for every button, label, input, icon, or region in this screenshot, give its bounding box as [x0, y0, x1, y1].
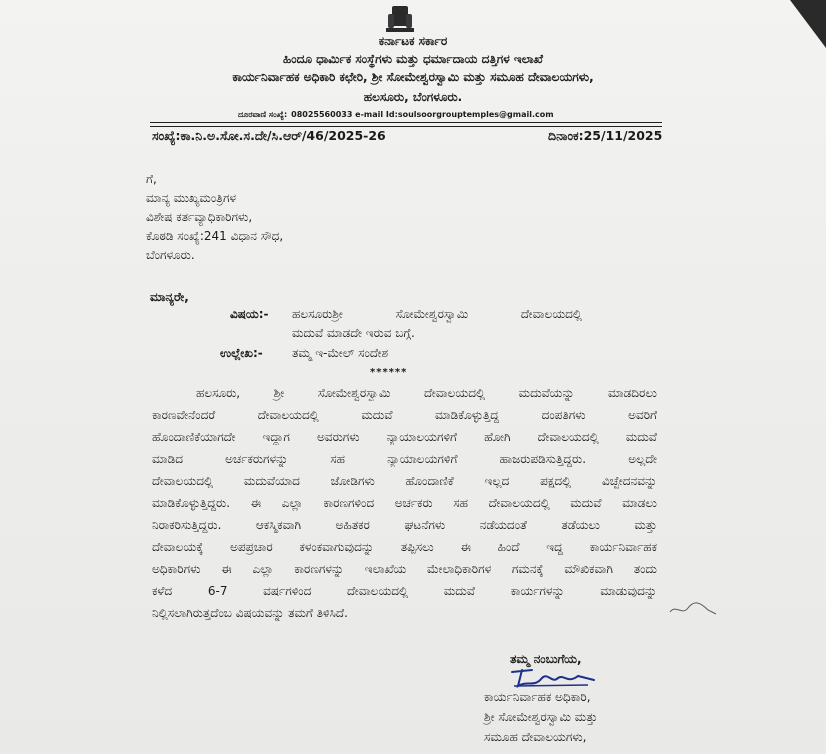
body-line: ಮಾಡಿದ ಅರ್ಚಕರುಗಳನ್ನು ಸಹ ನ್ಯಾಯಾಲಯಗಳಿಗೆ ಹಾಜರುಪಡಿಸುತ್ತಿದ್ದರು. ಅಲ್ಲದೇ — [152, 452, 657, 466]
body-line: ಮಾಡಿಕೊಳ್ಳುತ್ತಿದ್ದರು. ಈ ಎಲ್ಲಾ ಕಾರಣಗಳಿಂದ ಅರ್ಚಕರು ಸಹ ದೇವಾಲಯದಲ್ಲಿ ಮದುವೆ ಮಾಡಲು — [152, 496, 657, 510]
addressee-line: ಗೆ, — [146, 172, 157, 186]
closing: ತಮ್ಮ ನಂಬುಗೆಯ, — [510, 652, 582, 666]
state-emblem-icon — [380, 4, 420, 34]
subject-line-1: ಹಲಸೂರುಶ್ರೀ ಸೋಮೇಶ್ವರಸ್ವಾಮಿ ದೇವಾಲಯದಲ್ಲಿ — [292, 307, 582, 321]
header-rule-thin — [150, 126, 662, 127]
addressee-line: ಕೊಠಡಿ ಸಂಖ್ಯೆ:241 ವಿಧಾನ ಸೌಧ, — [146, 229, 284, 243]
reference-label: ಉಲ್ಲೇಖ:- — [220, 346, 263, 360]
body-line: ಹಲಸೂರು, ಶ್ರೀ ಸೋಮೇಶ್ವರಸ್ವಾಮಿ ದೇವಾಲಯದಲ್ಲಿ ಮದುವೆಯನ್ನು ಮಾಡದಿರಲು — [196, 386, 657, 400]
signatory-office: ಶ್ರೀ ಸೋಮೇಶ್ವರಸ್ವಾಮಿ ಮತ್ತು — [484, 710, 598, 724]
body-line: ದೇವಾಲಯಕ್ಕೆ ಅಪಪ್ರಚಾರ ಕಳಂಕವಾಗುವುದನ್ನು ತಪ್ಪಿಸಲು ಈ ಹಿಂದೆ ಇದ್ದ ಕಾರ್ಯನಿರ್ವಾಹಕ — [152, 540, 657, 554]
body-line: ಕಳೆದ 6-7 ವರ್ಷಗಳಿಂದ ದೇವಾಲಯದಲ್ಲಿ ಮದುವೆ ಕಾರ್ಯಗಳನ್ನು ಮಾಡುವುದನ್ನು — [152, 584, 657, 598]
reference-text: ತಮ್ಮ ಇ-ಮೇಲ್ ಸಂದೇಶ — [292, 346, 389, 360]
body-line: ದೇವಾಲಯದಲ್ಲಿ ಮದುವೆಯಾದ ಜೋಡಿಗಳು ಹೊಂದಾಣಿಕೆ ಇಲ್ಲದ ಪಕ್ಷದಲ್ಲಿ ವಿಚ್ಛೇದನವನ್ನು — [152, 474, 657, 488]
separator: ****** — [370, 367, 408, 378]
body-line: ನಿಲ್ಲಿಸಲಾಗಿರುತ್ತದೆಂಬ ವಿಷಯವನ್ನು ತಮಗೆ ತಿಳಿಸಿದೆ. — [152, 606, 348, 620]
header-rule — [150, 122, 662, 123]
signatory-title: ಕಾರ್ಯನಿರ್ವಾಹಕ ಅಧಿಕಾರಿ, — [484, 690, 591, 704]
addressee-line: ಮಾನ್ಯ ಮುಖ್ಯಮಂತ್ರಿಗಳ — [146, 191, 237, 205]
addressee-line: ವಿಶೇಷ ಕರ್ತವ್ಯಾಧಿಕಾರಿಗಳು, — [146, 210, 253, 224]
signature-icon — [508, 666, 598, 690]
subject-line-2: ಮದುವೆ ಮಾಡದೇ ಇರುವ ಬಗ್ಗೆ. — [292, 326, 415, 340]
signatory-office: ಸಮೂಹ ದೇವಾಲಯಗಳು, — [484, 730, 587, 744]
letterhead-location: ಹಲಸೂರು, ಬೆಂಗಳೂರು. — [363, 90, 463, 104]
addressee-line: ಬೆಂಗಳೂರು. — [146, 248, 195, 262]
letterhead-department: ಹಿಂದೂ ಧಾರ್ಮಿಕ ಸಂಸ್ಥೆಗಳು ಮತ್ತು ಧರ್ಮಾದಾಯ ದತ್ತಿಗಳ ಇಲಾಖೆ — [283, 52, 543, 66]
letterhead-contact — [238, 110, 554, 120]
phone-label: ದೂರವಾಣಿ ಸಂಖ್ಯೆ: — [238, 110, 288, 119]
reference-number: ಸಂಖ್ಯೆ:ಕಾ.ನಿ.ಅ.ಸೋ.ಸ.ದೇ/ಸಿ.ಆರ್/46/2025-26 — [152, 128, 386, 143]
letter-date: ದಿನಾಂಕ:25/11/2025 — [548, 128, 663, 143]
margin-scribble-icon — [668, 598, 718, 620]
letterhead-office: ಕಾರ್ಯನಿರ್ವಾಹಕ ಅಧಿಕಾರಿ ಕಛೇರಿ, ಶ್ರೀ ಸೋಮೇಶ್ವರಸ್ವಾಮಿ ಮತ್ತು ಸಮೂಹ ದೇವಾಲಯಗಳು, — [232, 70, 594, 84]
subject-label: ವಿಷಯ:- — [230, 307, 269, 321]
body-line: ನಿರಾಕರಿಸುತ್ತಿದ್ದರು. ಆಕಸ್ಮಿಕವಾಗಿ ಅಹಿತಕರ ಘಟನೆಗಳು ನಡೆಯದಂತೆ ತಡೆಯಲು ಮತ್ತು — [152, 518, 657, 532]
body-line: ಕಾರಣವೇನೆಂದರೆ ದೇವಾಲಯದಲ್ಲಿ ಮದುವೆ ಮಾಡಿಕೊಳ್ಳುತ್ತಿದ್ದ ದಂಪತಿಗಳು ಅವರಿಗೆ — [152, 408, 657, 422]
body-line: ಅಧಿಕಾರಿಗಳು ಈ ಎಲ್ಲಾ ಕಾರಣಗಳನ್ನು ಇಲಾಖೆಯ ಮೇಲಾಧಿಕಾರಿಗಳ ಗಮನಕ್ಕೆ ಮೌಖಿಕವಾಗಿ ತಂದು — [152, 562, 657, 576]
contact-details: 08025560033 e-mail Id:soulsoorgrouptemples@gmail.com — [291, 110, 554, 119]
letterhead-government: ಕರ್ನಾಟಕ ಸರ್ಕಾರ — [378, 34, 448, 48]
salutation: ಮಾನ್ಯರೇ, — [150, 290, 189, 304]
body-line: ಹೊಂದಾಣಿಕೆಯಾಗದೇ ಇದ್ದಾಗ ಅವರುಗಳು ನ್ಯಾಯಾಲಯಗಳಿಗೆ ಹೋಗಿ ದೇವಾಲಯದಲ್ಲಿ ಮದುವೆ — [152, 430, 657, 444]
